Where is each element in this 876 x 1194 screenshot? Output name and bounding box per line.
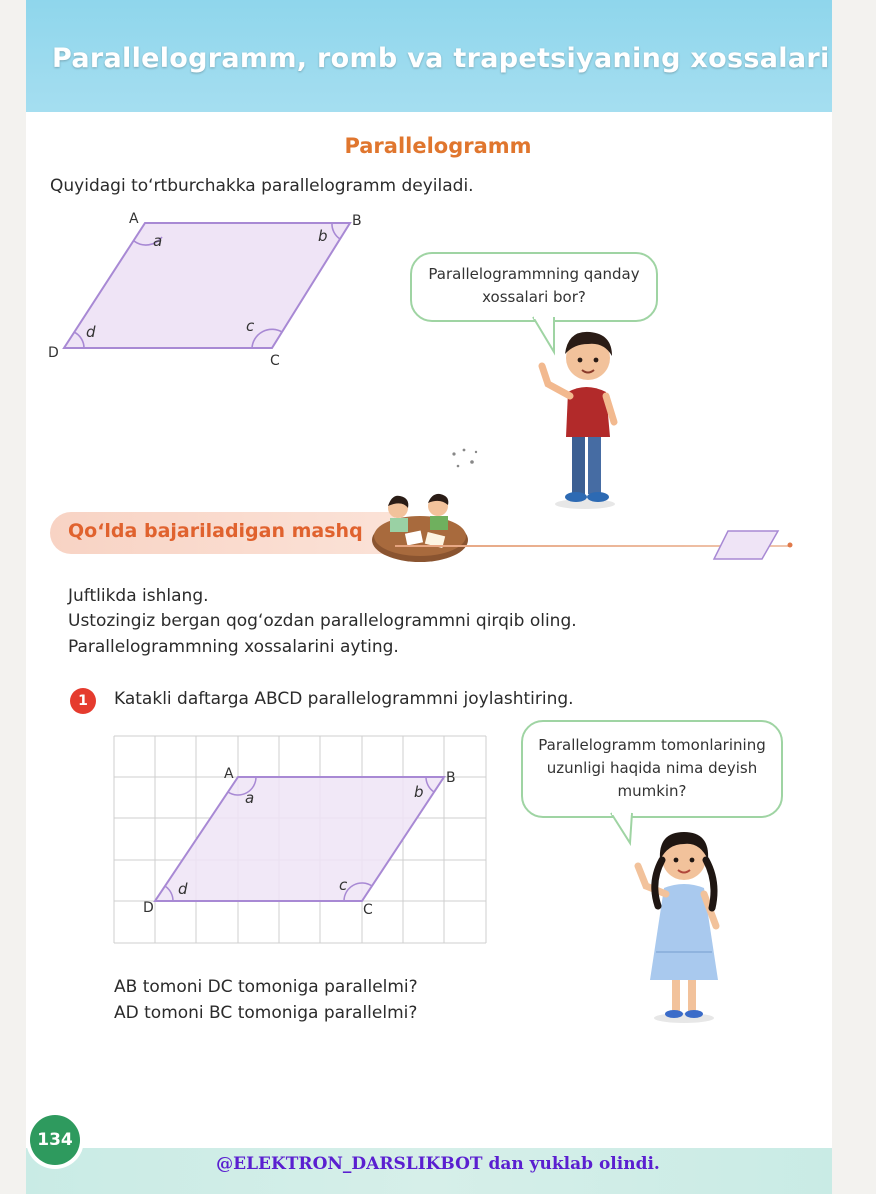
task-number-badge: 1 bbox=[70, 688, 96, 714]
grid-angle-label-b: b bbox=[414, 783, 424, 801]
grid-angle-label-d: d bbox=[178, 880, 188, 898]
grid-vertex-label-a: A bbox=[224, 766, 234, 782]
chapter-header bbox=[26, 0, 832, 112]
parallelogram-figure-1 bbox=[40, 205, 380, 370]
boy-illustration bbox=[530, 322, 630, 512]
download-watermark: @ELEKTRON_DARSLIKBOT dan yuklab olindi. bbox=[216, 1154, 660, 1174]
girl-illustration bbox=[628, 822, 738, 1027]
mashq-line-2: Ustozingiz bergan qog‘ozdan parallelogrammni qirqib oling. bbox=[68, 611, 577, 631]
angle-label-b: b bbox=[318, 227, 328, 245]
angle-label-a: a bbox=[153, 232, 163, 250]
vertex-label-b: B bbox=[352, 213, 362, 229]
girl-bubble-line-1: Parallelogramm tomonlarining bbox=[538, 736, 766, 754]
vertex-label-c: C bbox=[270, 353, 280, 369]
task-1-text: Katakli daftarga ABCD parallelogrammni joylashtiring. bbox=[114, 689, 574, 709]
mashq-title: Qo‘lda bajariladigan mashq bbox=[68, 520, 363, 542]
page-number: 134 bbox=[30, 1115, 80, 1165]
grid-vertex-label-d: D bbox=[143, 900, 154, 916]
girl-bubble-line-3: mumkin? bbox=[617, 782, 687, 800]
mashq-line-1: Juftlikda ishlang. bbox=[68, 586, 209, 606]
girl-bubble-line-2: uzunligi haqida nima deyish bbox=[546, 759, 758, 777]
small-parallelogram-icon bbox=[708, 528, 798, 564]
section-title: Parallelogramm bbox=[344, 134, 532, 158]
mashq-line-3: Parallelogrammning xossalarini ayting. bbox=[68, 637, 399, 657]
grid-angle-label-c: c bbox=[339, 876, 348, 894]
grid-vertex-label-c: C bbox=[363, 902, 373, 918]
girl-speech-bubble bbox=[521, 720, 783, 818]
intro-text: Quyidagi to‘rtburchakka parallelogramm deyiladi. bbox=[50, 176, 474, 196]
grid-parallelogram-figure bbox=[110, 732, 490, 947]
vertex-label-d: D bbox=[48, 345, 59, 361]
question-1: AB tomoni DC tomoniga parallelmi? bbox=[114, 977, 418, 997]
chapter-title: Parallelogramm, romb va trapetsiyaning xossalari bbox=[52, 43, 830, 74]
boy-bubble-line-2: xossalari bor? bbox=[482, 288, 586, 306]
grid-angle-label-a: a bbox=[245, 789, 255, 807]
sparkle-decoration bbox=[446, 444, 482, 474]
boy-bubble-line-1: Parallelogrammning qanday bbox=[428, 265, 640, 283]
angle-label-d: d bbox=[86, 323, 96, 341]
grid-parallelogram-shape bbox=[155, 777, 444, 901]
vertex-label-a: A bbox=[129, 211, 139, 227]
angle-label-c: c bbox=[246, 317, 255, 335]
grid-vertex-label-b: B bbox=[446, 770, 456, 786]
children-working-illustration bbox=[370, 490, 470, 565]
question-2: AD tomoni BC tomoniga parallelmi? bbox=[114, 1003, 418, 1023]
parallelogram-shape bbox=[64, 223, 350, 348]
boy-speech-bubble bbox=[410, 252, 658, 322]
